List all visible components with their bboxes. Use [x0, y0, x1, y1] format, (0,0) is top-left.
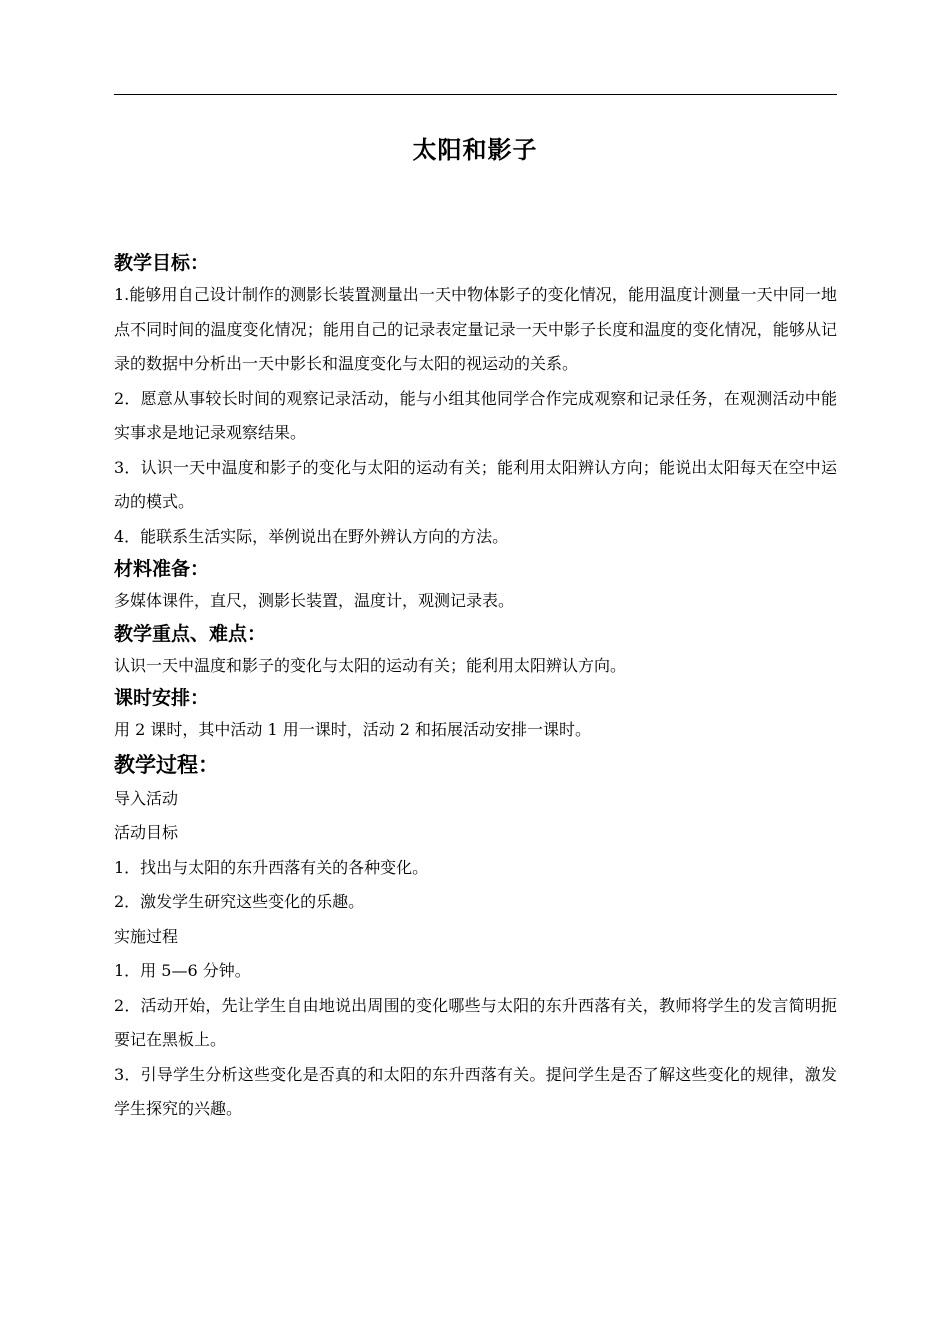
document-body	[114, 248, 837, 1127]
key-points-text: 认识一天中温度和影子的变化与太阳的运动有关；能利用太阳辨认方向。	[114, 655, 627, 675]
objective-item: 2．愿意从事较长时间的观察记录活动，能与小组其他同学合作完成观察和记录任务，在观测活动中能实事求是地记录观察结果。	[114, 388, 837, 442]
objective-item: 4．能联系生活实际，举例说出在野外辨认方向的方法。	[114, 526, 509, 546]
objective-item: 3．认识一天中温度和影子的变化与太阳的运动有关；能利用太阳辨认方向；能说出太阳每天在空中运动的模式。	[114, 457, 837, 511]
process-heading: 教学过程：	[114, 752, 219, 777]
objectives-heading: 教学目标：	[114, 252, 210, 274]
key-points-heading: 教学重点、难点：	[114, 622, 267, 645]
objective-item: 1.能够用自己设计制作的测影长装置测量出一天中物体影子的变化情况，能用温度计测量一天中同一地点不同时间的温度变化情况；能用自己的记录表定量记录一天中影子长度和温度的变化情况，能够从记录的数据中分析出一天中影长和温度变化与太阳的视运动的关系。	[114, 285, 837, 373]
goal-item: 1．找出与太阳的东升西落有关的各种变化。	[114, 857, 429, 877]
step-item: 2．活动开始，先让学生自由地说出周围的变化哪些与太阳的东升西落有关，教师将学生的发言简明扼要记在黑板上。	[114, 995, 837, 1049]
intro-activity-label: 导入活动	[114, 788, 179, 808]
activity-goals-label: 活动目标	[114, 823, 179, 842]
materials-heading: 材料准备：	[114, 558, 210, 580]
materials-text: 多媒体课件，直尺，测影长装置，温度计，观测记录表。	[114, 591, 515, 610]
goal-item: 2．激发学生研究这些变化的乐趣。	[114, 892, 365, 911]
header-rule	[114, 94, 837, 95]
step-item: 1．用 5—6 分钟。	[114, 961, 251, 980]
schedule-text: 用 2 课时，其中活动 1 用一课时，活动 2 和拓展活动安排一课时。	[114, 720, 592, 739]
document-title: 太阳和影子	[412, 136, 538, 164]
implementation-label: 实施过程	[114, 926, 179, 946]
schedule-heading: 课时安排：	[114, 687, 210, 709]
step-item: 3．引导学生分析这些变化是否真的和太阳的东升西落有关。提问学生是否了解这些变化的规律，激发学生探究的兴趣。	[114, 1064, 837, 1118]
